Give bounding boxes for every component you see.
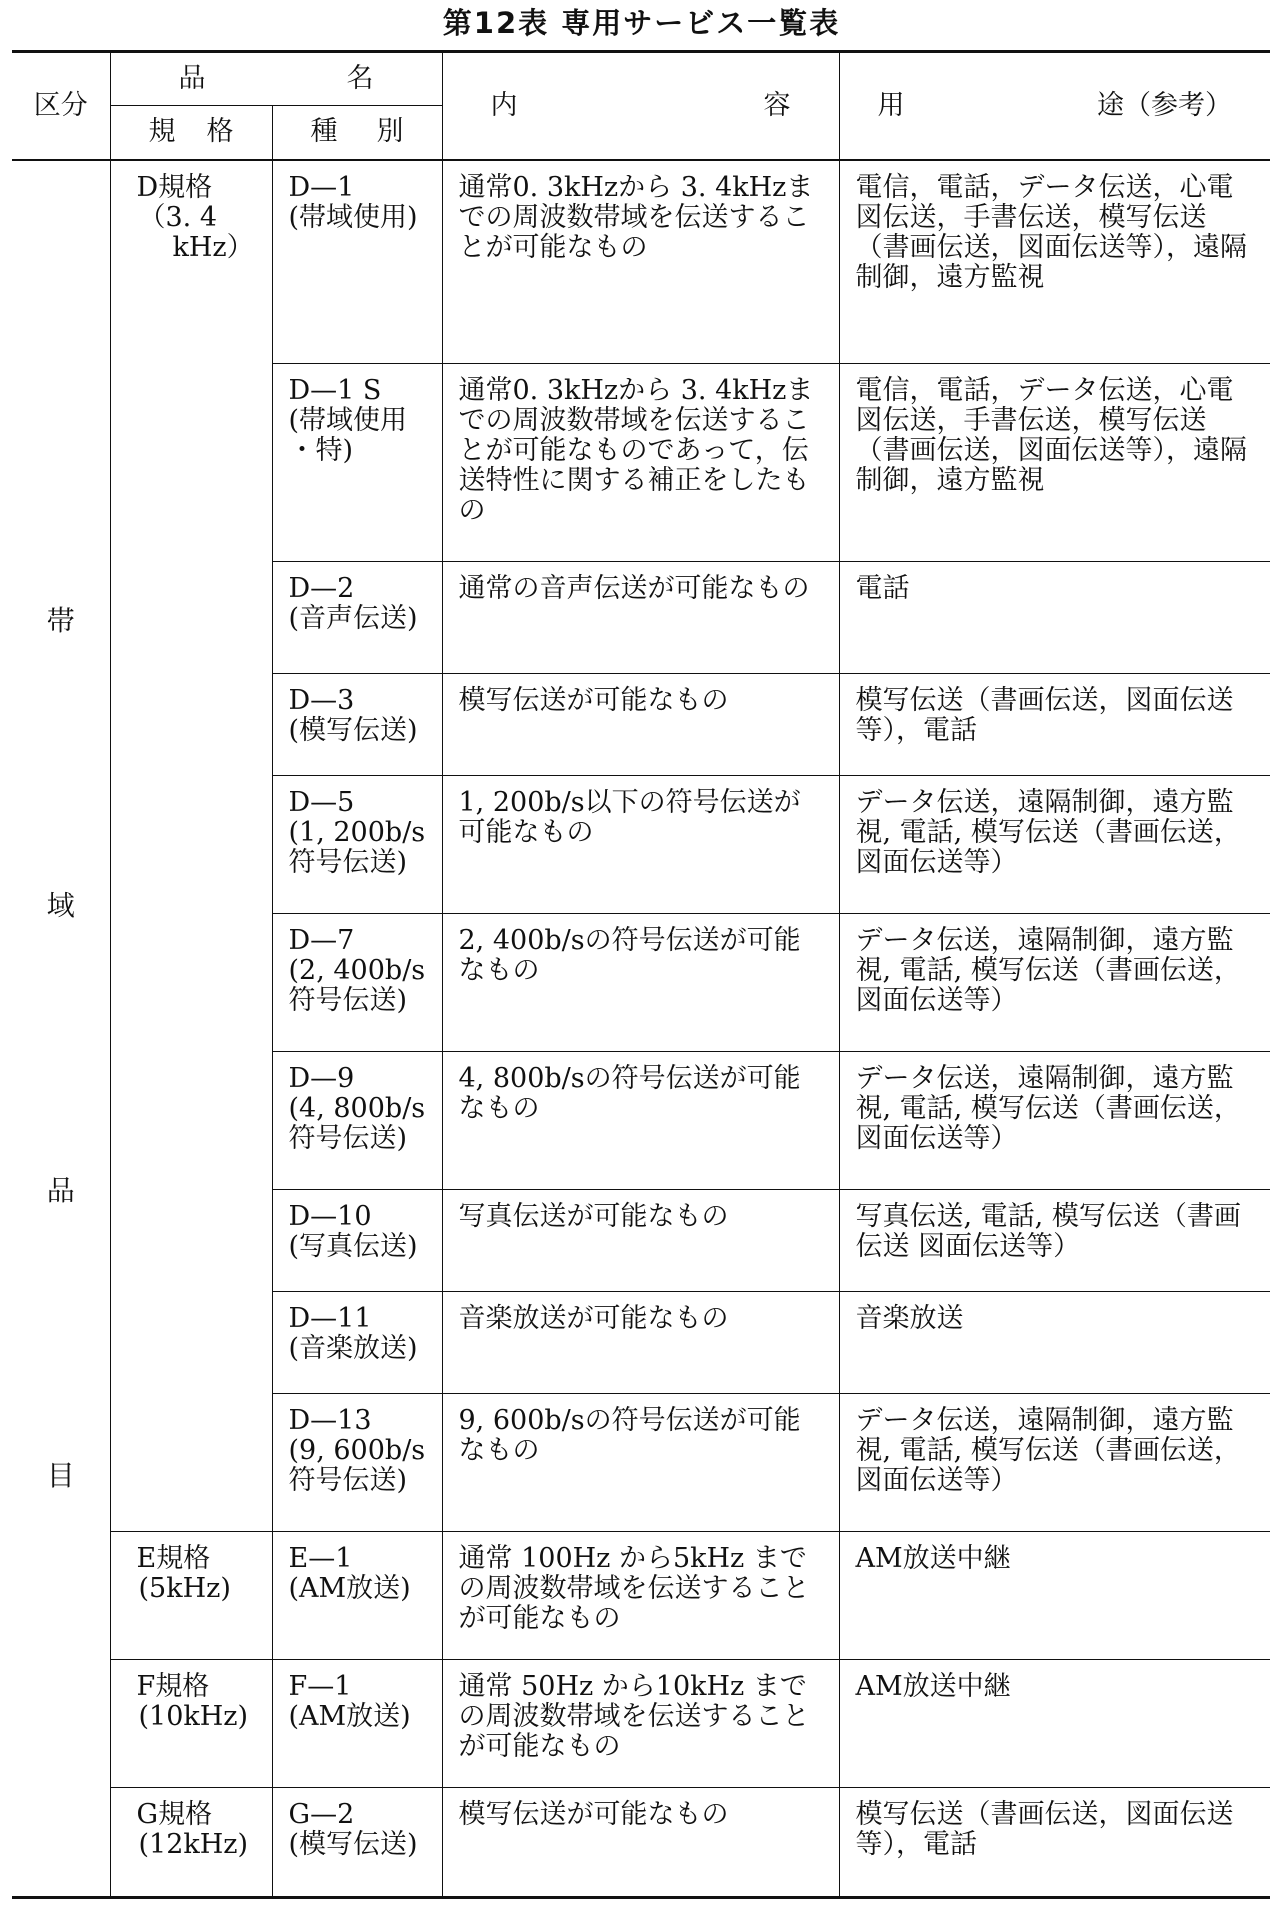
service-table [12,50,1270,1899]
content-cell: 通常0. 3kHzから 3. 4kHzまでの周波数帯域を伝送することが可能なものであって，伝送特性に関する補正をしたもの [442,364,839,562]
type-cell: G—2 (模写伝送) [272,1788,442,1898]
kubun-char: 域 [46,888,75,922]
type-cell: D—5 (1, 200b/s 符号伝送) [272,776,442,914]
content-cell: 模写伝送が可能なもの [442,1788,839,1898]
kubun-char: 目 [46,1458,75,1492]
content-cell: 9, 600b/sの符号伝送が可能なもの [442,1394,839,1532]
table-row [12,160,1270,364]
header-naiyou: 内 容 [442,52,839,160]
use-cell: データ伝送，遠隔制御，遠方監視, 電話, 模写伝送（書画伝送，図面伝送等） [839,776,1270,914]
content-cell: 2, 400b/sの符号伝送が可能なもの [442,914,839,1052]
use-cell: 写真伝送, 電話, 模写伝送（書画伝送 図面伝送等） [839,1190,1270,1292]
table-title: 第12表 専用サービス一覧表 [442,6,841,40]
type-cell: D—9 (4, 800b/s 符号伝送) [272,1052,442,1190]
use-cell: データ伝送，遠隔制御，遠方監視, 電話, 模写伝送（書画伝送，図面伝送等） [839,1394,1270,1532]
content-cell: 通常 100Hz から5kHz までの周波数帯域を伝送することが可能なもの [442,1532,839,1660]
standard-g: G規格 (12kHz) [110,1788,272,1898]
header-hinmei: 品 名 [110,52,442,106]
header-shubetsu: 種 別 [272,106,442,160]
content-cell: 通常の音声伝送が可能なもの [442,562,839,674]
content-cell: 通常 50Hz から10kHz までの周波数帯域を伝送することが可能なもの [442,1660,839,1788]
type-cell: F—1 (AM放送) [272,1660,442,1788]
type-cell: D—11 (音楽放送) [272,1292,442,1394]
standard-f: F規格 (10kHz) [110,1660,272,1788]
use-cell: データ伝送，遠隔制御，遠方監視, 電話, 模写伝送（書画伝送，図面伝送等） [839,1052,1270,1190]
content-cell: 1, 200b/s以下の符号伝送が可能なもの [442,776,839,914]
kubun-cell [12,160,110,1898]
use-cell: 電信，電話，データ伝送，心電図伝送，手書伝送，模写伝送（書画伝送，図面伝送等），遠隔制御，遠方監視 [839,364,1270,562]
use-cell: 模写伝送（書画伝送，図面伝送等），電話 [839,1788,1270,1898]
type-cell: D—1 S (帯域使用 ・特) [272,364,442,562]
header-kikaku: 規 格 [148,116,234,148]
header-kubun: 区分 [12,52,110,160]
type-cell: D—1 (帯域使用) [272,160,442,364]
content-cell: 通常0. 3kHzから 3. 4kHzまでの周波数帯域を伝送することが可能なもの [442,160,839,364]
use-cell: 電信，電話，データ伝送，心電図伝送，手書伝送，模写伝送（書画伝送，図面伝送等），遠隔制御，遠方監視 [839,160,1270,364]
content-cell: 音楽放送が可能なもの [442,1292,839,1394]
kubun-char: 帯 [46,603,75,637]
kubun-char: 品 [46,1173,75,1207]
header-youto: 用 途（参考） [839,52,1270,160]
use-cell: 電話 [839,562,1270,674]
content-cell: 模写伝送が可能なもの [442,674,839,776]
type-cell: D—3 (模写伝送) [272,674,442,776]
type-cell: E—1 (AM放送) [272,1532,442,1660]
table-row [12,1532,1270,1660]
type-cell: D—13 (9, 600b/s 符号伝送) [272,1394,442,1532]
standard-e: E規格 (5kHz) [110,1532,272,1660]
content-cell: 写真伝送が可能なもの [442,1190,839,1292]
type-cell: D—10 (写真伝送) [272,1190,442,1292]
use-cell: 模写伝送（書画伝送，図面伝送等），電話 [839,674,1270,776]
use-cell: 音楽放送 [839,1292,1270,1394]
type-cell: D—7 (2, 400b/s 符号伝送) [272,914,442,1052]
content-cell: 4, 800b/sの符号伝送が可能なもの [442,1052,839,1190]
use-cell: AM放送中継 [839,1532,1270,1660]
use-cell: データ伝送，遠隔制御，遠方監視, 電話, 模写伝送（書画伝送，図面伝送等） [839,914,1270,1052]
table-row [12,1660,1270,1788]
use-cell: AM放送中継 [839,1660,1270,1788]
standard-d: D規格 （3. 4 kHz） [136,171,254,263]
type-cell: D—2 (音声伝送) [272,562,442,674]
table-row [12,1788,1270,1898]
